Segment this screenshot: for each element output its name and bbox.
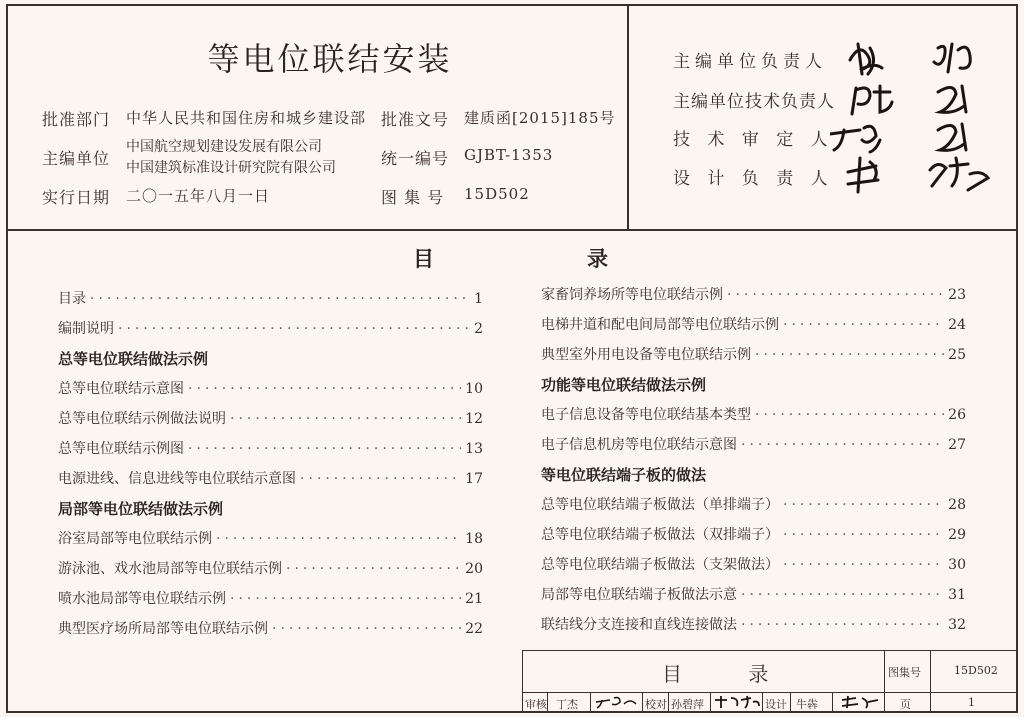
toc-page-number: 10 [465, 381, 483, 397]
toc-entry [541, 284, 966, 304]
tb-left [522, 650, 523, 712]
toc-leader-dots [230, 411, 461, 427]
chief-unit-value-2: 中国建筑标准设计研究院有限公司 [126, 160, 336, 176]
toc-leader-dots [90, 291, 470, 307]
toc-page-number: 26 [948, 407, 966, 423]
toc-page-number: 23 [948, 287, 966, 303]
signature-mark [830, 126, 880, 152]
toc-entry-title: 总等电位联结示例图 [58, 441, 184, 457]
toc-leader-dots [118, 321, 470, 337]
toc-entry [58, 288, 483, 308]
tb-mid [522, 692, 1018, 693]
toc-page-number: 28 [948, 497, 966, 513]
unified-no-label: 统一编号 [381, 149, 450, 168]
atlas-no-label: 图 集 号 [381, 188, 445, 207]
toc-page-number: 21 [465, 591, 483, 607]
tb-design-name: 牛犇 [796, 698, 818, 711]
toc-leader-dots [272, 621, 461, 637]
toc-heading-left: 目 [413, 246, 434, 271]
unified-no-value: GJBT-1353 [464, 146, 554, 164]
tb-design-label: 设计 [765, 698, 787, 711]
toc-page-number: 20 [465, 561, 483, 577]
toc-leader-dots [741, 617, 944, 633]
toc-entry [58, 378, 483, 398]
toc-leader-dots [783, 497, 944, 513]
toc-page-number: 2 [474, 321, 483, 337]
toc-page-number: 29 [948, 527, 966, 543]
tb-atlas-value: 15D502 [954, 664, 998, 677]
tb-bdiv6 [762, 692, 763, 712]
toc-entry [58, 528, 483, 548]
header-divider [6, 229, 1018, 231]
toc-entry [58, 438, 483, 458]
toc-entry-title: 总等电位联结示例做法说明 [58, 411, 226, 427]
tb-atlas-label: 图集号 [888, 666, 921, 679]
signature-mark [938, 124, 966, 150]
toc-entry-title: 典型室外用电设备等电位联结示例 [541, 347, 751, 363]
tb-page-label: 页 [900, 698, 911, 711]
tb-check-signature [713, 694, 761, 710]
toc-page-number: 31 [948, 587, 966, 603]
toc-entry-title: 功能等电位联结做法示例 [541, 376, 707, 394]
toc-entry-title: 浴室局部等电位联结示例 [58, 531, 212, 547]
toc-entry-title: 电子信息机房等电位联结示意图 [541, 437, 737, 453]
tb-review-name: 丁杰 [556, 698, 578, 711]
toc-section-heading [541, 374, 966, 395]
chief-unit-value-1: 中国航空规划建设发展有限公司 [126, 139, 322, 155]
toc-page-number: 30 [948, 557, 966, 573]
toc-entry-title: 目录 [58, 291, 86, 307]
toc-entry [58, 588, 483, 608]
toc-leader-dots [300, 471, 461, 487]
tb-bdiv8 [832, 692, 833, 712]
toc-entry-title: 总等电位联结端子板做法（单排端子） [541, 497, 779, 513]
frame-left [6, 4, 8, 713]
signature-mark [852, 86, 892, 114]
tb-page-value: 1 [968, 696, 975, 709]
toc-leader-dots [741, 587, 944, 603]
toc-leader-dots [188, 441, 461, 457]
toc-entry-title: 家畜饲养场所等电位联结示例 [541, 287, 723, 303]
frame-bottom [6, 711, 1018, 713]
toc-entry-title: 总等电位联结端子板做法（支架做法） [541, 557, 779, 573]
toc-entry-title: 联结线分支连接和直线连接做法 [541, 617, 737, 633]
toc-page-number: 18 [465, 531, 483, 547]
toc-entry [541, 344, 966, 364]
toc-page-number: 13 [465, 441, 483, 457]
toc-entry-title: 典型医疗场所局部等电位联结示例 [58, 621, 268, 637]
toc-page-number: 32 [948, 617, 966, 633]
toc-section-heading [541, 464, 966, 485]
toc-leader-dots [783, 557, 944, 573]
toc-page-number: 1 [474, 291, 483, 307]
toc-page-number: 17 [465, 471, 483, 487]
toc-entry-title: 电梯井道和配电间局部等电位联结示例 [541, 317, 779, 333]
toc-entry-title: 编制说明 [58, 321, 114, 337]
toc-entry [541, 314, 966, 334]
tb-check-label: 校对 [645, 698, 667, 711]
tb-div2 [930, 650, 931, 712]
toc-entry [58, 408, 483, 428]
frame-top [6, 4, 1018, 6]
signature-mark [850, 44, 882, 74]
toc-entry-title: 总等电位联结示意图 [58, 381, 184, 397]
approve-dept-value: 中华人民共和国住房和城乡建设部 [126, 109, 367, 127]
toc-page-number: 12 [465, 411, 483, 427]
tb-check-name: 孙碧萍 [671, 698, 704, 711]
toc-entry-title: 局部等电位联结端子板做法示意 [541, 587, 737, 603]
tb-review-signature [594, 694, 640, 710]
toc-entry [541, 404, 966, 424]
signature-mark [938, 86, 966, 112]
toc-entry-title: 等电位联结端子板的做法 [541, 466, 707, 484]
tb-div1 [884, 650, 885, 712]
toc-entry [58, 618, 483, 638]
signature-mark [934, 44, 970, 72]
effective-date-label: 实行日期 [42, 188, 111, 207]
tb-sheet-title: 目 录 [662, 662, 799, 686]
resp-tech-reviewer: 技 术 审 定 人 [673, 130, 834, 150]
toc-entry [58, 558, 483, 578]
toc-entry-title: 游泳池、戏水池局部等电位联结示例 [58, 561, 282, 577]
toc-section-heading [58, 348, 483, 369]
tb-bdiv4 [668, 692, 669, 712]
tb-bdiv7 [790, 692, 791, 712]
signature-mark [930, 158, 988, 190]
resp-design-head: 设 计 负 责 人 [673, 169, 834, 189]
toc-leader-dots [783, 317, 944, 333]
header-split [627, 4, 629, 230]
toc-leader-dots [727, 287, 944, 303]
toc-entry [541, 524, 966, 544]
toc-entry-title: 电子信息设备等电位联结基本类型 [541, 407, 751, 423]
toc-section-heading [58, 498, 483, 519]
toc-entry-title: 电源进线、信息进线等电位联结示意图 [58, 471, 296, 487]
toc-entry-title: 喷水池局部等电位联结示例 [58, 591, 226, 607]
toc-page-number: 24 [948, 317, 966, 333]
toc-entry-title: 总等电位联结端子板做法（双排端子） [541, 527, 779, 543]
toc-entry-title: 局部等电位联结做法示例 [58, 500, 224, 518]
toc-entry [541, 614, 966, 634]
toc-entry [541, 554, 966, 574]
tb-bdiv5 [710, 692, 711, 712]
tb-bdiv3 [642, 692, 643, 712]
chief-unit-label: 主编单位 [42, 149, 111, 168]
tb-design-signature [838, 694, 882, 710]
approve-no-label: 批准文号 [381, 110, 450, 129]
toc-leader-dots [755, 347, 944, 363]
toc-page-number: 25 [948, 347, 966, 363]
tb-top [522, 650, 1018, 651]
effective-date-value: 二〇一五年八月一日 [126, 187, 271, 205]
toc-heading-right: 录 [587, 246, 608, 271]
toc-entry [58, 318, 483, 338]
page-title: 等电位联结安装 [207, 40, 453, 78]
approve-no-value: 建质函[2015]185号 [464, 109, 616, 127]
toc-leader-dots [783, 527, 944, 543]
atlas-no-value: 15D502 [464, 185, 530, 203]
tb-bdiv2 [590, 692, 591, 712]
resp-chief-tech-head: 主编单位技术负责人 [673, 92, 835, 112]
toc-leader-dots [755, 407, 944, 423]
toc-entry [541, 584, 966, 604]
toc-leader-dots [286, 561, 461, 577]
toc-leader-dots [230, 591, 461, 607]
signature-mark [848, 158, 878, 192]
resp-chief-unit-head: 主编单位负责人 [673, 52, 827, 72]
toc-leader-dots [216, 531, 461, 547]
toc-entry-title: 总等电位联结做法示例 [58, 350, 209, 368]
toc-page-number: 22 [465, 621, 483, 637]
toc-entry [541, 494, 966, 514]
toc-entry [58, 468, 483, 488]
tb-review-label: 审核 [525, 698, 547, 711]
toc-leader-dots [741, 437, 944, 453]
toc-entry [541, 434, 966, 454]
signatures [830, 30, 1020, 200]
approve-dept-label: 批准部门 [42, 110, 111, 129]
tb-bdiv1 [547, 692, 548, 712]
toc-page-number: 27 [948, 437, 966, 453]
toc-leader-dots [188, 381, 461, 397]
